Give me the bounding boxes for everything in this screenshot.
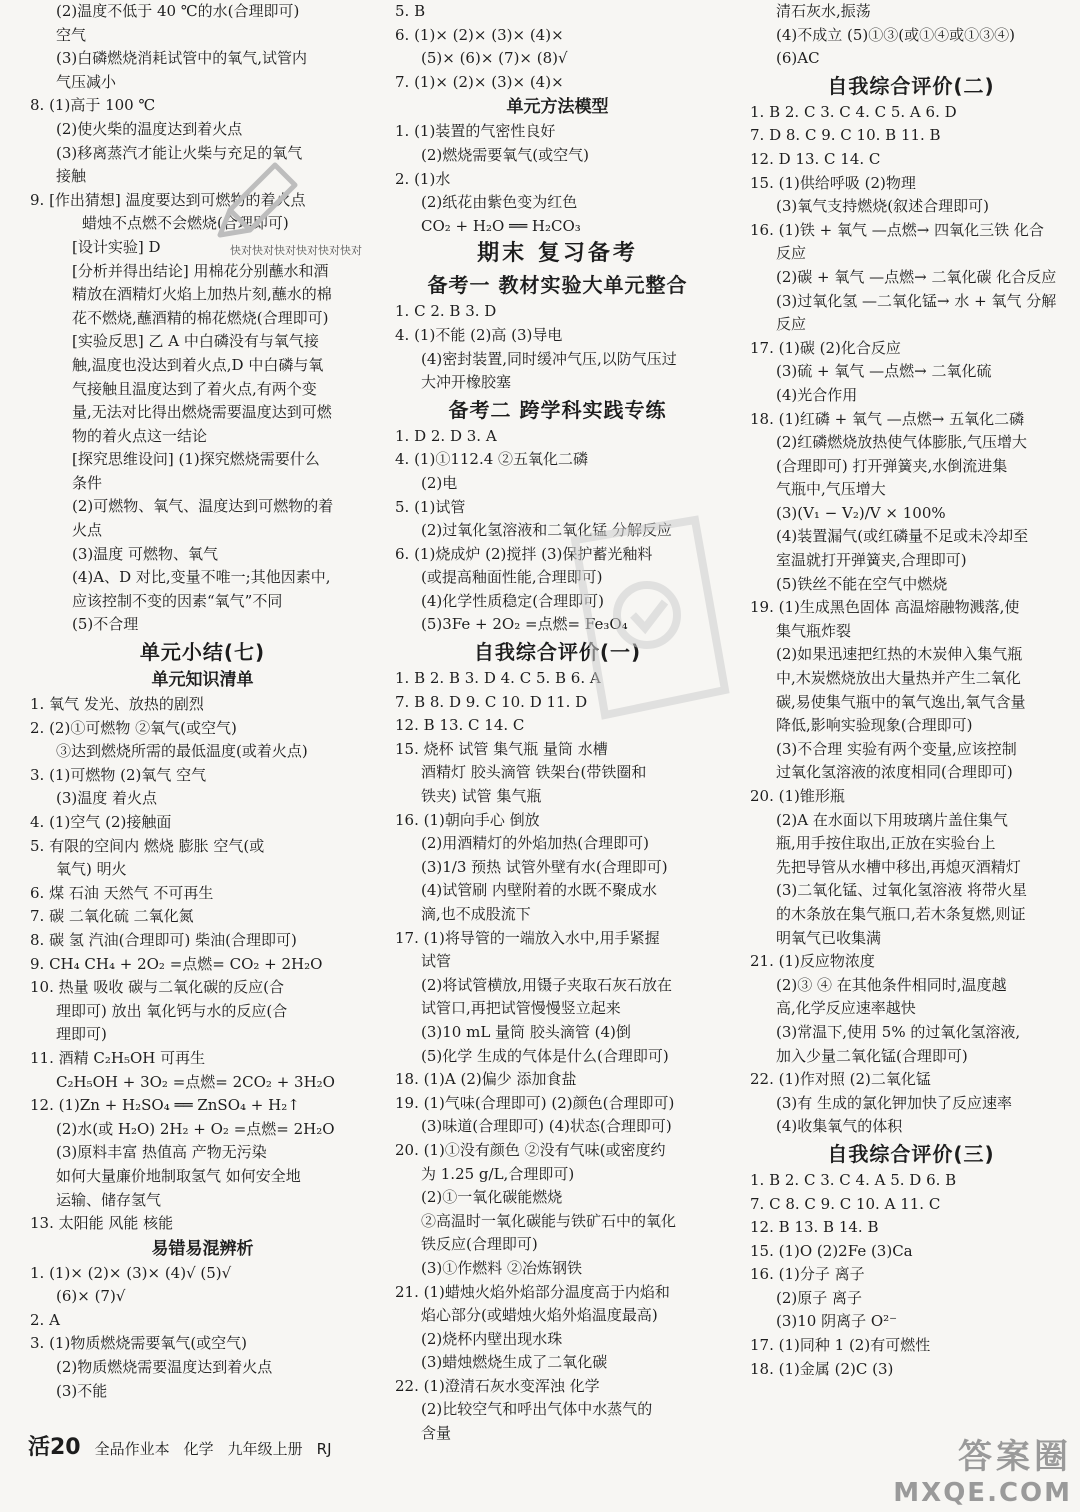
answer-line: (3)1/3 预热 试管外壁有水(合理即可) <box>421 857 668 876</box>
answer-line: 理即可) 放出 氧化钙与水的反应(合 <box>56 1001 288 1020</box>
answer-line: 15. (1)供给呼吸 (2)物理 <box>750 173 916 192</box>
page-number: 活20 <box>28 1435 81 1460</box>
answer-line: 7. 碳 二氧化硫 二氧化氮 <box>30 907 194 926</box>
answer-line: (3)白磷燃烧消耗试管中的氧气,试管内 <box>56 49 308 68</box>
answer-line: CO₂ + H₂O ══ H₂CO₃ <box>421 216 581 235</box>
answer-line: [分析并得出结论] 用棉花分别蘸水和酒 <box>72 261 329 280</box>
answer-line: 触,温度也没达到着火点,D 中白磷与氧 <box>72 355 324 374</box>
answer-line: 2. (2)①可燃物 ②氧气(或空气) <box>30 718 237 737</box>
answer-line: [探究思维设问] (1)探究燃烧需要什么 <box>72 450 320 469</box>
answer-line: (6)AC <box>776 49 820 68</box>
section-heading: 备考二 跨学科实践专练 <box>448 397 667 422</box>
answer-line: 12. (1)Zn + H₂SO₄ ══ ZnSO₄ + H₂↑ <box>30 1096 300 1115</box>
answer-line: 8. (1)高于 100 ℃ <box>30 96 156 115</box>
answer-line: 10. 热量 吸收 碳与二氧化碳的反应(合 <box>30 978 285 997</box>
answer-line: 气压减小 <box>56 72 117 91</box>
answer-line: (2)电 <box>421 473 458 492</box>
answer-line: [实验反思] 乙 A 中白磷没有与氧气接 <box>72 332 319 351</box>
answer-line: 4. (1)空气 (2)接触面 <box>30 813 172 831</box>
answer-line: (2)纸花由紫色变为红色 <box>421 193 578 212</box>
answer-line: 19. (1)气味(合理即可) (2)颜色(合理即可) <box>395 1093 675 1112</box>
answer-line: (2)燃烧需要氧气(或空气) <box>421 145 589 164</box>
answer-line: 降低,影响实验现象(合理即可) <box>776 716 973 735</box>
answer-line: (5)铁丝不能在空气中燃烧 <box>776 574 948 593</box>
answer-line: 条件 <box>72 473 103 492</box>
answer-line: 气瓶中,气压增大 <box>776 480 886 499</box>
answer-line: (2)原子 离子 <box>776 1288 863 1307</box>
column-right <box>750 0 1072 1381</box>
answer-line: 5. B <box>395 2 426 20</box>
answer-line: 13. 太阳能 风能 核能 <box>30 1214 174 1233</box>
answer-line: (4)光合作用 <box>776 385 858 404</box>
answer-line: (3)有 生成的氯化钾加快了反应速率 <box>776 1093 1013 1112</box>
answer-line: 12. D 13. C 14. C <box>750 149 881 168</box>
answer-line: 6. 煤 石油 天然气 不可再生 <box>30 883 214 902</box>
answer-line: 量,无法对比得出燃烧需要温度达到可燃 <box>72 403 332 422</box>
answer-line: (5)3Fe + 2O₂ =点燃= Fe₃O₄ <box>421 615 628 634</box>
answer-line: 蜡烛不点燃不会燃烧(合理即可) <box>82 214 289 233</box>
answer-line: (2)温度不低于 40 ℃的水(合理即可) <box>56 2 300 20</box>
answer-line: 20. (1)①没有颜色 ②没有气味(或密度约 <box>395 1140 666 1159</box>
answer-line: 22. (1)澄清石灰水变浑浊 化学 <box>395 1376 600 1395</box>
answer-line: 18. (1)金属 (2)C (3) <box>750 1359 894 1378</box>
answer-line: (3)不合理 实验有两个变量,应该控制 <box>776 739 1017 758</box>
answer-line: 4. (1)①112.4 ②五氧化二磷 <box>395 450 589 469</box>
answer-line: (或提高釉面性能,合理即可) <box>421 568 603 587</box>
answer-line: (6)× (7)√ <box>56 1287 126 1306</box>
answer-line: 中,木炭燃烧放出大量热并产生二氧化 <box>776 669 1021 688</box>
answer-line: 理即可) <box>56 1025 107 1044</box>
answer-line: 8. 碳 氢 汽油(合理即可) 柴油(合理即可) <box>30 930 297 949</box>
answer-line: 试管口,再把试管慢慢竖立起来 <box>421 999 621 1018</box>
answer-line: ②高温时一氧化碳能与铁矿石中的氧化 <box>421 1211 677 1230</box>
answer-line: 7. (1)× (2)× (3)× (4)× <box>395 72 564 91</box>
site-logo <box>893 1429 1072 1508</box>
answer-line: (2)过氧化氢溶液和二氧化锰 分解反应 <box>421 521 673 540</box>
answer-line: 为 1.25 g/L,合理即可) <box>421 1164 575 1183</box>
answer-line: (2)水(或 H₂O) 2H₂ + O₂ =点燃= 2H₂O <box>56 1119 335 1138</box>
answer-line: (2)比较空气和呼出气体中水蒸气的 <box>421 1400 653 1419</box>
answer-line: 含量 <box>421 1424 452 1443</box>
answer-line: (2)③ ④ 在其他条件相同时,温度越 <box>776 975 1007 994</box>
book-subject: 化学 <box>183 1440 214 1458</box>
answer-line: 反应 <box>776 244 807 263</box>
answer-line: (4)试管刷 内壁附着的水既不聚成水 <box>421 881 658 900</box>
answer-line: 应该控制不变的因素“氧气”不同 <box>72 591 283 610</box>
answer-line: (2)红磷燃烧放热使气体膨胀,气压增大 <box>776 433 1028 452</box>
answer-line: 1. (1)装置的气密性良好 <box>395 122 556 141</box>
answer-line: (3)不能 <box>56 1381 108 1400</box>
answer-line: 酒精灯 胶头滴管 铁架台(带铁圈和 <box>421 763 647 782</box>
answer-line: (4)收集氧气的体积 <box>776 1117 903 1136</box>
answer-line: 1. 氧气 发光、放热的剧烈 <box>30 695 204 714</box>
answer-line: 16. (1)朝向手心 倒放 <box>395 810 540 829</box>
section-heading: 期末 复习备考 <box>477 241 638 267</box>
answer-line: 1. (1)× (2)× (3)× (4)√ (5)√ <box>30 1263 232 1282</box>
answer-line: ③达到燃烧所需的最低温度(或着火点) <box>56 742 308 761</box>
answer-line: 6. (1)烧成炉 (2)搅拌 (3)保护蓄光釉料 <box>395 544 653 563</box>
answer-line: (2)碳 + 氧气 —点燃→ 二氧化碳 化合反应 <box>776 267 1057 286</box>
answer-line: 物的着火点这一结论 <box>72 426 208 445</box>
book-edition: RJ <box>316 1440 332 1458</box>
answer-line: (5)不合理 <box>72 615 139 634</box>
section-heading: 单元方法模型 <box>506 97 609 118</box>
answer-line: (2)如果迅速把红热的木炭伸入集气瓶 <box>776 645 1023 664</box>
answer-line: 运输、储存氢气 <box>56 1190 162 1209</box>
answer-line: 如何大量廉价地制取氢气 如何安全地 <box>56 1166 301 1185</box>
answer-line: 7. C 8. C 9. C 10. A 11. C <box>750 1194 941 1213</box>
answer-line: (3)10 阴离子 O²⁻ <box>776 1312 898 1331</box>
answer-line: 高,化学反应速率越快 <box>776 999 916 1018</box>
answer-line: 过氧化氢溶液的浓度相同(合理即可) <box>776 763 1013 782</box>
answer-line: 7. B 8. D 9. C 10. D 11. D <box>395 692 588 711</box>
answer-line: 16. (1)铁 + 氧气 —点燃→ 四氧化三铁 化合 <box>750 220 1044 239</box>
section-heading: 自我综合评价(一) <box>473 640 642 665</box>
answer-line: 先把导管从水槽中移出,再熄灭酒精灯 <box>776 857 1021 876</box>
answer-line: (4)不成立 (5)①③(或①④或①③④) <box>776 25 1015 44</box>
answer-line: 的木条放在集气瓶口,若木条复燃,则证 <box>776 904 1026 923</box>
section-heading: 易错易混辨析 <box>151 1238 254 1259</box>
answer-line: 1. B 2. C 3. C 4. C 5. A 6. D <box>750 102 957 121</box>
answer-line: 空气 <box>56 25 87 44</box>
answer-line: (3)(V₁ − V₂)/V × 100% <box>776 503 946 522</box>
page-footer <box>28 1430 332 1470</box>
answer-line: 21. (1)反应物浓度 <box>750 952 875 971</box>
answer-line: 2. A <box>30 1310 60 1329</box>
answer-line: (2)物质燃烧需要温度达到着火点 <box>56 1358 273 1377</box>
answer-line: 气接触且温度达到了着火点,有两个变 <box>72 379 317 398</box>
answer-line: (3)温度 可燃物、氧气 <box>72 544 219 563</box>
answer-line: 6. (1)× (2)× (3)× (4)× <box>395 25 564 44</box>
answer-line: (3)①作燃料 ②冶炼钢铁 <box>421 1258 583 1277</box>
answer-line: 22. (1)作对照 (2)二氧化锰 <box>750 1070 931 1089</box>
answer-line: 9. [作出猜想] 温度要达到可燃物的着火点 <box>30 190 306 209</box>
answer-line: (2)烧杯内壁出现水珠 <box>421 1329 563 1348</box>
answer-line: 氧气) 明火 <box>56 860 127 879</box>
section-heading: 单元小结(七) <box>139 640 266 665</box>
answer-line: 精放在酒精灯火焰上加热片刻,蘸水的棉 <box>72 285 332 304</box>
book-grade: 九年级上册 <box>227 1440 303 1458</box>
answer-line: (3)原料丰富 热值高 产物无污染 <box>56 1143 267 1162</box>
answer-line: (4)化学性质稳定(合理即可) <box>421 591 604 610</box>
answer-line: 花不燃烧,蘸酒精的棉花燃烧(合理即可) <box>72 308 329 327</box>
answer-line: (2)将试管横放,用镊子夹取石灰石放在 <box>421 975 673 994</box>
answer-line: 19. (1)生成黑色固体 高温熔融物溅落,使 <box>750 598 1020 617</box>
answer-line: 铁反应(合理即可) <box>421 1235 538 1254</box>
answer-line: (3)硫 + 氧气 —点燃→ 二氧化硫 <box>776 362 992 381</box>
answer-line: (2)用酒精灯的外焰加热(合理即可) <box>421 834 649 853</box>
answer-line: (3)常温下,使用 5% 的过氧化氢溶液, <box>776 1022 1021 1041</box>
watermark-text: 快对快对快对快对快对快对 <box>230 244 362 257</box>
answer-line: 18. (1)A (2)偏少 添加食盐 <box>395 1070 577 1089</box>
answer-line: (3)氧气支持燃烧(叙述合理即可) <box>776 197 989 216</box>
answer-line: 15. (1)O (2)2Fe (3)Ca <box>750 1241 913 1260</box>
answer-line: 1. B 2. C 3. C 4. A 5. D 6. B <box>750 1170 957 1189</box>
answer-line: 1. C 2. B 3. D <box>395 302 497 321</box>
answer-line: 焰心部分(或蜡烛火焰外焰温度最高) <box>421 1306 658 1325</box>
answer-line: 5. (1)试管 <box>395 497 466 516</box>
answer-line: C₂H₅OH + 3O₂ =点燃= 2CO₂ + 3H₂O <box>56 1072 335 1091</box>
answer-line: (2)可燃物、氧气、温度达到可燃物的着 <box>72 497 334 516</box>
column-middle <box>395 0 720 1446</box>
book-series: 全品作业本 <box>94 1440 170 1458</box>
answer-line: 3. (1)物质燃烧需要氧气(或空气) <box>30 1334 248 1353</box>
answer-line: 17. (1)同种 1 (2)有可燃性 <box>750 1336 931 1355</box>
answer-line: 1. D 2. D 3. A <box>395 426 497 445</box>
logo-en: MXQE.COM <box>893 1478 1072 1508</box>
answer-line: (2)A 在水面以下用玻璃片盖住集气 <box>776 810 1008 829</box>
answer-line: 12. B 13. C 14. C <box>395 716 525 735</box>
answer-line: (4)装置漏气(或红磷量不足或未冷却至 <box>776 527 1029 546</box>
answer-line: 17. (1)碳 (2)化合反应 <box>750 338 901 357</box>
logo-cn: 答案圈 <box>958 1437 1072 1477</box>
answer-line: 试管 <box>421 952 452 971</box>
section-heading: 备考一 教材实验大单元整合 <box>427 273 688 298</box>
section-heading: 自我综合评价(二) <box>827 73 995 98</box>
answer-line: (3)温度 着火点 <box>56 789 158 808</box>
section-heading: 单元知识清单 <box>151 670 254 691</box>
answer-line: (4)密封装置,同时缓冲气压,以防气压过 <box>421 349 677 368</box>
answer-line: 铁夹) 试管 集气瓶 <box>421 787 542 806</box>
answer-line: 明氧气已收集满 <box>776 928 882 947</box>
answer-line: [设计实验] D <box>72 237 161 256</box>
answer-line: 火点 <box>72 521 103 540</box>
answer-line: 3. (1)可燃物 (2)氧气 空气 <box>30 765 207 784</box>
answer-line: 11. 酒精 C₂H₅OH 可再生 <box>30 1048 206 1067</box>
answer-line: 9. CH₄ CH₄ + 2O₂ =点燃= CO₂ + 2H₂O <box>30 954 323 973</box>
answer-line: 18. (1)红磷 + 氧气 —点燃→ 五氧化二磷 <box>750 409 1025 428</box>
answer-line: 接触 <box>56 167 87 186</box>
answer-line: 21. (1)蜡烛火焰外焰部分温度高于内焰和 <box>395 1282 670 1301</box>
answer-line: (3)移离蒸汽才能让火柴与充足的氧气 <box>56 143 303 162</box>
answer-line: 12. B 13. B 14. B <box>750 1218 879 1237</box>
answer-line: (合理即可) 打开弹簧夹,水倒流进集 <box>776 456 1008 475</box>
answer-line: 反应 <box>776 315 807 334</box>
answer-line: 室温就打开弹簧夹,合理即可) <box>776 551 967 570</box>
answer-line: (3)过氧化氢 —二氧化锰→ 水 + 氧气 分解 <box>776 291 1057 310</box>
answer-line: 5. 有限的空间内 燃烧 膨胀 空气(或 <box>30 836 265 855</box>
answer-line: (2)①一氧化碳能燃烧 <box>421 1188 563 1207</box>
answer-line: (3)10 mL 量筒 胶头滴管 (4)倒 <box>421 1022 631 1041</box>
answer-line: 1. B 2. B 3. D 4. C 5. B 6. A <box>395 669 601 688</box>
answer-line: (3)味道(合理即可) (4)状态(合理即可) <box>421 1117 672 1136</box>
answer-line: 2. (1)水 <box>395 169 451 188</box>
answer-line: 集气瓶炸裂 <box>776 621 852 640</box>
answer-line: 瓶,用手按住取出,正放在实验台上 <box>776 834 996 853</box>
answer-line: (2)使火柴的温度达到着火点 <box>56 119 243 138</box>
answer-line: (4)A、D 对比,变量不唯一;其他因素中, <box>72 568 331 587</box>
answer-line: 16. (1)分子 离子 <box>750 1265 865 1284</box>
column-left <box>30 0 375 1403</box>
answer-line: (3)二氧化锰、过氧化氢溶液 将带火星 <box>776 881 1028 900</box>
answer-line: 7. D 8. C 9. C 10. B 11. B <box>750 126 941 145</box>
answer-line: (3)蜡烛燃烧生成了二氧化碳 <box>421 1353 608 1372</box>
section-heading: 自我综合评价(三) <box>827 1141 995 1166</box>
answer-line: 碳,易使集气瓶中的氧气逸出,氧气含量 <box>776 692 1026 711</box>
answer-line: 滴,也不成股流下 <box>421 905 531 923</box>
answer-line: 大冲开橡胶塞 <box>421 373 512 392</box>
answer-line: 加入少量二氧化锰(合理即可) <box>776 1046 968 1065</box>
answer-line: 4. (1)不能 (2)高 (3)导电 <box>395 325 563 344</box>
answer-line: 15. 烧杯 试管 集气瓶 量筒 水槽 <box>395 739 608 758</box>
answer-line: 20. (1)锥形瓶 <box>750 787 845 805</box>
answer-line: 清石灰水,振荡 <box>776 2 871 20</box>
answer-line: (5)化学 生成的气体是什么(合理即可) <box>421 1046 669 1065</box>
answer-line: (5)× (6)× (7)× (8)√ <box>421 49 568 68</box>
answer-line: 17. (1)将导管的一端放入水中,用手紧握 <box>395 928 660 947</box>
